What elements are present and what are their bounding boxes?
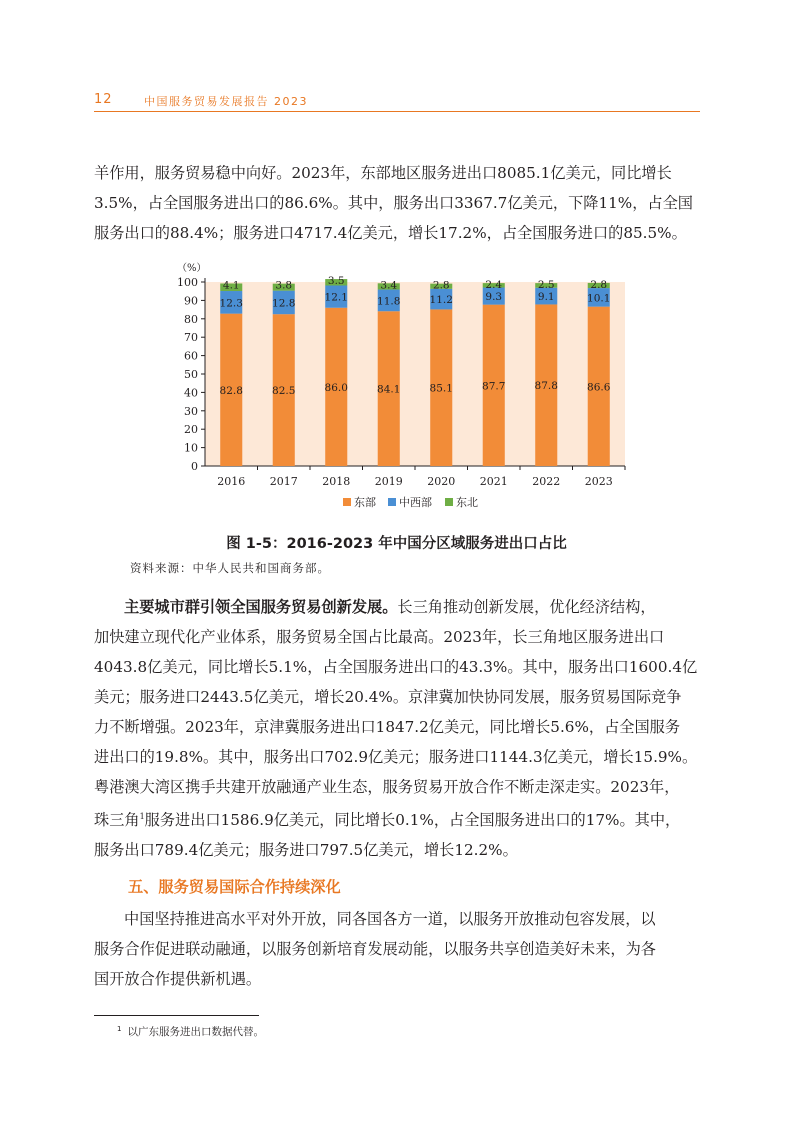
figure-caption: 图 1-5：2016-2023 年中国分区域服务进出口占比 <box>226 536 567 552</box>
y-tick-label: 20 <box>184 423 198 437</box>
text-line <box>94 592 700 622</box>
section-heading: 五、服务贸易国际合作持续深化 <box>128 878 341 896</box>
data-label: 4.1 <box>222 279 240 292</box>
y-axis-unit-label: （%） <box>177 263 207 274</box>
footnote <box>117 1024 264 1039</box>
paragraph-lead: 主要城市群引领全国服务贸易创新发展。 <box>124 598 398 616</box>
text-line: 3.5%，占全国服务进出口的86.6%。其中，服务出口3367.7亿美元，下降11%，占全国 <box>94 194 693 212</box>
legend-label: 东部 <box>354 496 376 509</box>
data-label: 2.5 <box>537 279 555 292</box>
text-line: 进出口的19.8%。其中，服务出口702.9亿美元；服务进口1144.3亿美元，增长15.9%。 <box>94 748 698 766</box>
data-label: 3.8 <box>275 279 293 292</box>
data-label: 86.6 <box>587 381 611 394</box>
data-label: 12.1 <box>324 291 348 304</box>
x-tick-label: 2023 <box>584 475 613 488</box>
x-tick-label: 2020 <box>427 475 456 488</box>
data-label: 11.2 <box>429 294 453 307</box>
source-note: 资料来源：中华人民共和国商务部。 <box>130 561 330 575</box>
page-number: 12 <box>94 92 113 107</box>
text-line: 加快建立现代化产业体系，服务贸易全国占比最高。2023年，长三角地区服务进出口 <box>94 628 665 646</box>
x-tick-label: 2018 <box>322 475 351 488</box>
x-tick-label: 2022 <box>532 475 561 488</box>
x-tick-label: 2019 <box>374 475 403 488</box>
data-label: 82.8 <box>219 384 243 397</box>
data-label: 2.8 <box>590 278 608 291</box>
legend-swatch <box>388 498 396 506</box>
text-line: 羊作用，服务贸易稳中向好。2023年，东部地区服务进出口8085.1亿美元，同比增长 <box>94 164 672 182</box>
running-title: 中国服务贸易发展报告 2023 <box>144 95 308 108</box>
y-tick-label: 70 <box>184 331 198 345</box>
footnote-divider <box>94 1015 259 1016</box>
text-line: 服务合作促进联动融通，以服务创新培育发展动能，以服务共享创造美好未来，为各 <box>94 940 656 958</box>
y-tick-label: 100 <box>177 276 198 289</box>
x-tick-label: 2016 <box>217 475 246 488</box>
footnote-text: 以广东服务进出口数据代替。 <box>127 1026 264 1038</box>
y-tick-label: 40 <box>184 386 198 400</box>
footnote-reference[interactable]: 1 <box>139 812 145 821</box>
data-label: 82.5 <box>272 385 296 398</box>
text-line <box>94 802 700 835</box>
y-tick-label: 80 <box>184 312 198 326</box>
text-line: 中国坚持推进高水平对外开放，同各国各方一道，以服务开放推动包容发展，以 <box>124 910 656 928</box>
regional-share-stacked-bar-chart <box>175 258 635 523</box>
legend-label: 中西部 <box>399 496 432 509</box>
data-label: 11.8 <box>377 295 401 308</box>
text-line: 服务出口789.4亿美元；服务进口797.5亿美元，增长12.2%。 <box>94 841 518 860</box>
data-label: 84.1 <box>377 383 401 396</box>
data-label: 87.7 <box>482 380 506 393</box>
text-line: 服务出口的88.4%；服务进口4717.4亿美元，增长17.2%，占全国服务进口的85.5%。 <box>94 224 687 242</box>
y-tick-label: 0 <box>191 460 198 473</box>
data-label: 3.5 <box>327 275 345 288</box>
legend-swatch <box>445 498 453 506</box>
text-fragment: 长三角推动创新发展，优化经济结构， <box>397 598 656 616</box>
text-line: 力不断增强。2023年，京津冀服务进出口1847.2亿美元，同比增长5.6%，占全国服务 <box>94 718 681 736</box>
text-line: 美元；服务进口2443.5亿美元，增长20.4%。京津冀加快协同发展，服务贸易国际竞争 <box>94 688 682 706</box>
page-header <box>94 92 700 112</box>
footnote-marker: 1 <box>117 1024 122 1033</box>
data-label: 12.8 <box>272 297 296 310</box>
data-label: 2.4 <box>485 279 503 292</box>
data-label: 87.8 <box>534 380 558 393</box>
text-fragment: 珠三角 <box>94 811 140 830</box>
data-label: 2.8 <box>432 279 450 292</box>
legend-swatch <box>343 498 351 506</box>
y-tick-label: 60 <box>184 349 198 363</box>
data-label: 9.1 <box>537 291 555 304</box>
y-tick-label: 50 <box>184 368 198 381</box>
data-label: 3.4 <box>380 279 398 292</box>
data-label: 12.3 <box>219 297 243 310</box>
paragraph-east-region <box>94 158 700 248</box>
data-label: 10.1 <box>587 292 611 305</box>
paragraph-city-clusters <box>94 592 700 865</box>
x-tick-label: 2017 <box>269 475 298 488</box>
x-tick-label: 2021 <box>479 475 508 488</box>
y-tick-label: 90 <box>184 294 198 308</box>
y-tick-label: 10 <box>184 441 198 455</box>
text-line: 粤港澳大湾区携手共建开放融通产业生态，服务贸易开放合作不断走深走实。2023年， <box>94 778 680 796</box>
y-tick-label: 30 <box>184 404 198 418</box>
data-label: 9.3 <box>485 291 503 304</box>
header-divider <box>94 111 700 112</box>
text-fragment: 服务进出口1586.9亿美元，同比增长0.1%，占全国服务进出口的17%。其中， <box>144 811 681 830</box>
data-label: 85.1 <box>429 382 453 395</box>
data-label: 86.0 <box>324 381 348 394</box>
text-line: 国开放合作提供新机遇。 <box>94 970 262 988</box>
paragraph-international-cooperation <box>94 904 700 994</box>
legend-label: 东北 <box>456 496 478 509</box>
text-line: 4043.8亿美元，同比增长5.1%，占全国服务进出口的43.3%。其中，服务出口1600.4亿 <box>94 658 698 676</box>
